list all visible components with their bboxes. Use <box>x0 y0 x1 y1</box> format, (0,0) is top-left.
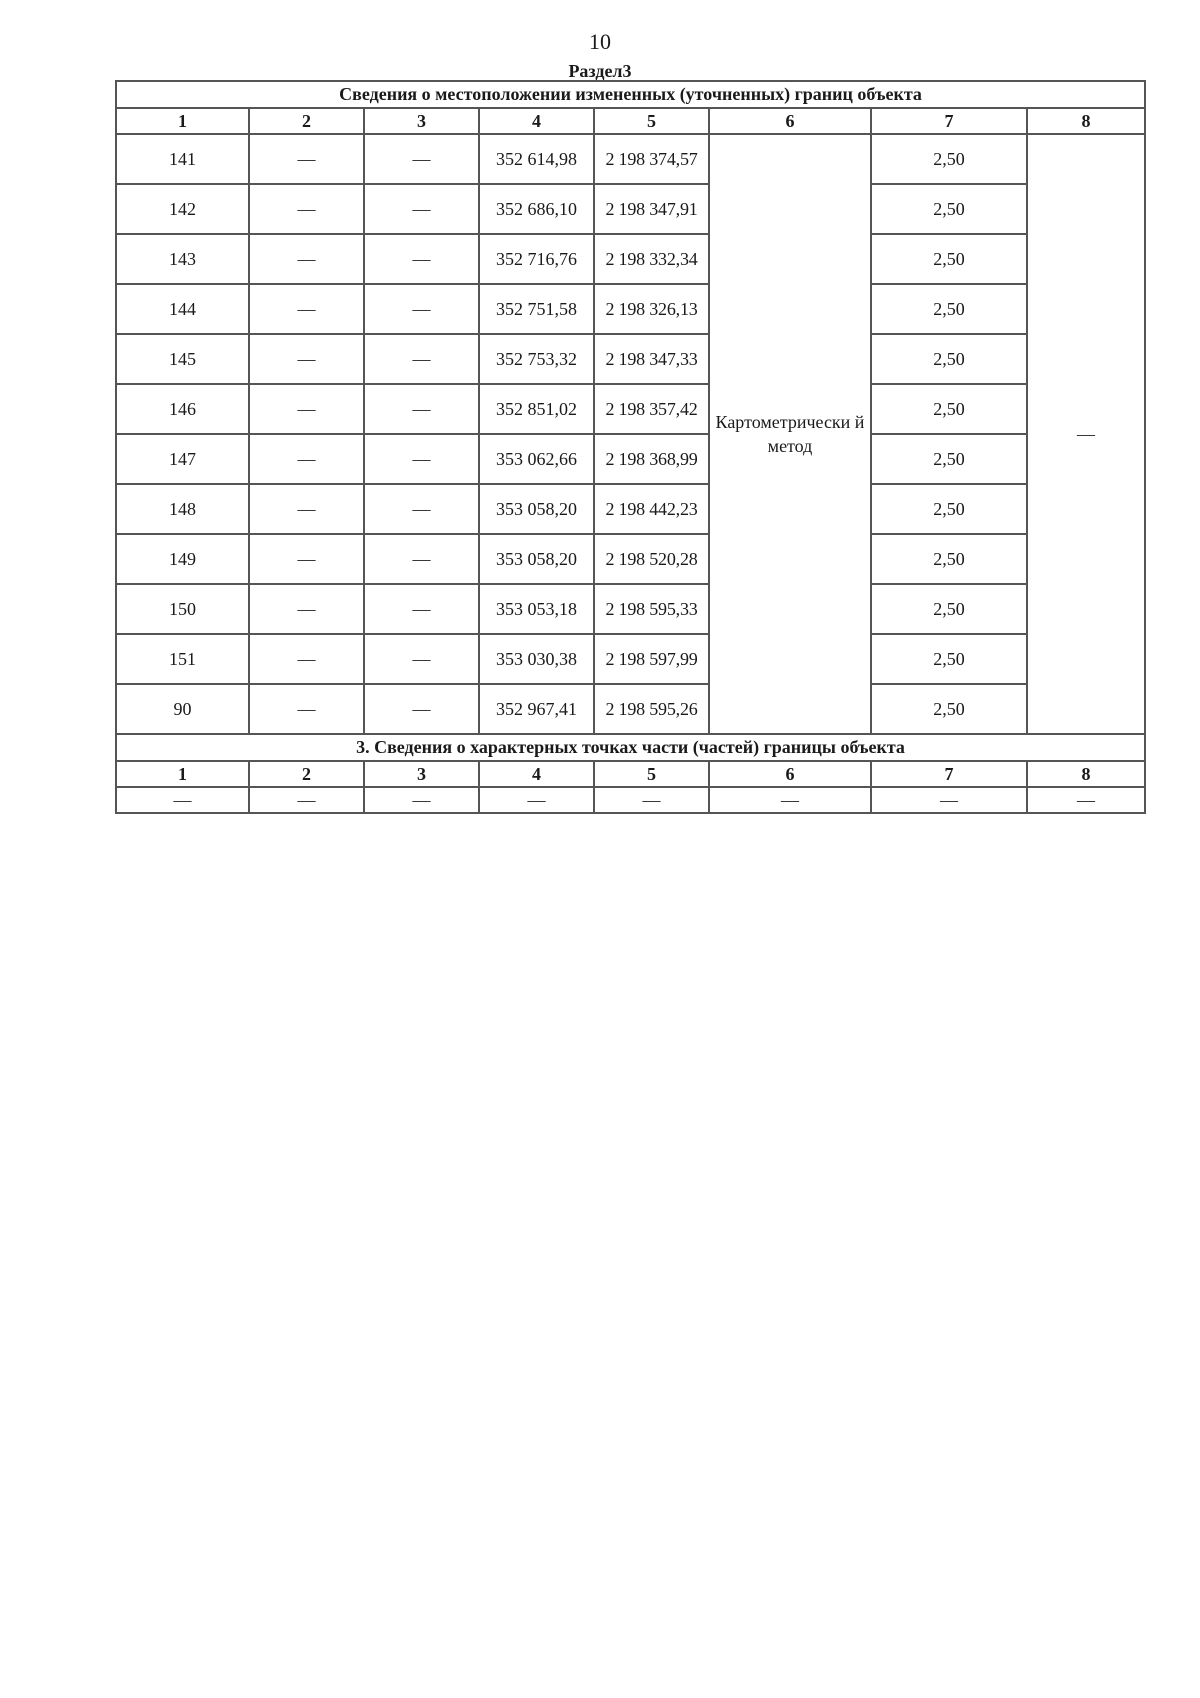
y-coordinate-cell: 2 198 520,28 <box>594 534 709 584</box>
column-number-cell: 7 <box>871 761 1027 787</box>
dash-cell: — <box>364 484 479 534</box>
column-number-cell: 3 <box>364 108 479 134</box>
accuracy-cell: 2,50 <box>871 134 1027 184</box>
dash-cell: — <box>364 534 479 584</box>
dash-cell: — <box>249 234 364 284</box>
table-row <box>116 384 1145 434</box>
dash-cell: — <box>364 134 479 184</box>
x-coordinate-cell: 352 851,02 <box>479 384 594 434</box>
table-caption-row <box>116 81 1145 108</box>
accuracy-cell: 2,50 <box>871 584 1027 634</box>
x-coordinate-cell: 352 614,98 <box>479 134 594 184</box>
dash-cell: — <box>364 584 479 634</box>
dash-cell: — <box>249 134 364 184</box>
dash-cell: — <box>249 787 364 813</box>
column-number-cell: 1 <box>116 761 249 787</box>
x-coordinate-cell: 352 753,32 <box>479 334 594 384</box>
column-number-cell: 8 <box>1027 761 1145 787</box>
y-coordinate-cell: 2 198 374,57 <box>594 134 709 184</box>
column-number-cell: 5 <box>594 761 709 787</box>
dash-cell: — <box>594 787 709 813</box>
dash-cell: — <box>249 184 364 234</box>
accuracy-cell: 2,50 <box>871 384 1027 434</box>
column-number-cell: 3 <box>364 761 479 787</box>
dash-cell: — <box>479 787 594 813</box>
dash-cell: — <box>364 787 479 813</box>
y-coordinate-cell: 2 198 442,23 <box>594 484 709 534</box>
column-number-cell: 7 <box>871 108 1027 134</box>
column-number-cell: 5 <box>594 108 709 134</box>
point-cell: 145 <box>116 334 249 384</box>
dash-cell: — <box>364 384 479 434</box>
accuracy-cell: 2,50 <box>871 284 1027 334</box>
table-caption-row <box>116 734 1145 761</box>
point-cell: 142 <box>116 184 249 234</box>
column-number-cell: 4 <box>479 108 594 134</box>
column-number-cell: 8 <box>1027 108 1145 134</box>
method-cell: Картометрически й метод <box>709 134 871 734</box>
dash-cell: — <box>249 584 364 634</box>
dash-cell: — <box>249 284 364 334</box>
x-coordinate-cell: 353 030,38 <box>479 634 594 684</box>
y-coordinate-cell: 2 198 326,13 <box>594 284 709 334</box>
dash-cell: — <box>116 787 249 813</box>
x-coordinate-cell: 353 058,20 <box>479 484 594 534</box>
accuracy-cell: 2,50 <box>871 634 1027 684</box>
dash-cell: — <box>249 634 364 684</box>
x-coordinate-cell: 353 062,66 <box>479 434 594 484</box>
x-coordinate-cell: 352 716,76 <box>479 234 594 284</box>
column-number-cell: 2 <box>249 108 364 134</box>
dash-cell: — <box>249 334 364 384</box>
y-coordinate-cell: 2 198 595,26 <box>594 684 709 734</box>
dash-cell: — <box>364 334 479 384</box>
point-cell: 90 <box>116 684 249 734</box>
dash-cell: — <box>249 384 364 434</box>
point-cell: 146 <box>116 384 249 434</box>
dash-cell: — <box>364 434 479 484</box>
table-row <box>116 234 1145 284</box>
accuracy-cell: 2,50 <box>871 434 1027 484</box>
table-caption: Сведения о местоположении измененных (уточненных) границ объекта <box>116 81 1145 108</box>
accuracy-cell: 2,50 <box>871 534 1027 584</box>
column-number-cell: 4 <box>479 761 594 787</box>
column-8-cell: — <box>1027 134 1145 734</box>
x-coordinate-cell: 353 058,20 <box>479 534 594 584</box>
y-coordinate-cell: 2 198 597,99 <box>594 634 709 684</box>
table-row <box>116 184 1145 234</box>
column-numbers-row <box>116 761 1145 787</box>
column-number-cell: 6 <box>709 108 871 134</box>
dash-cell: — <box>364 234 479 284</box>
boundary-points-table <box>115 80 1146 814</box>
dash-cell: — <box>249 684 364 734</box>
point-cell: 148 <box>116 484 249 534</box>
table-row <box>116 134 1145 184</box>
page-number: 10 <box>589 29 611 54</box>
table-row <box>116 434 1145 484</box>
dash-cell: — <box>364 184 479 234</box>
accuracy-cell: 2,50 <box>871 684 1027 734</box>
y-coordinate-cell: 2 198 357,42 <box>594 384 709 434</box>
point-cell: 141 <box>116 134 249 184</box>
point-cell: 151 <box>116 634 249 684</box>
table-row <box>116 284 1145 334</box>
point-cell: 144 <box>116 284 249 334</box>
accuracy-cell: 2,50 <box>871 184 1027 234</box>
table-row <box>116 684 1145 734</box>
y-coordinate-cell: 2 198 347,33 <box>594 334 709 384</box>
y-coordinate-cell: 2 198 332,34 <box>594 234 709 284</box>
table-row <box>116 787 1145 813</box>
x-coordinate-cell: 352 967,41 <box>479 684 594 734</box>
dash-cell: — <box>249 534 364 584</box>
table-row <box>116 534 1145 584</box>
column-number-cell: 1 <box>116 108 249 134</box>
y-coordinate-cell: 2 198 595,33 <box>594 584 709 634</box>
table-row <box>116 634 1145 684</box>
column-number-cell: 2 <box>249 761 364 787</box>
dash-cell: — <box>1027 787 1145 813</box>
accuracy-cell: 2,50 <box>871 334 1027 384</box>
point-cell: 150 <box>116 584 249 634</box>
y-coordinate-cell: 2 198 347,91 <box>594 184 709 234</box>
dash-cell: — <box>249 434 364 484</box>
column-numbers-row <box>116 108 1145 134</box>
section-title: Раздел3 <box>568 61 632 81</box>
point-cell: 147 <box>116 434 249 484</box>
dash-cell: — <box>364 684 479 734</box>
accuracy-cell: 2,50 <box>871 234 1027 284</box>
y-coordinate-cell: 2 198 368,99 <box>594 434 709 484</box>
dash-cell: — <box>871 787 1027 813</box>
point-cell: 143 <box>116 234 249 284</box>
x-coordinate-cell: 352 686,10 <box>479 184 594 234</box>
x-coordinate-cell: 353 053,18 <box>479 584 594 634</box>
point-cell: 149 <box>116 534 249 584</box>
table-row <box>116 334 1145 384</box>
table-row <box>116 584 1145 634</box>
x-coordinate-cell: 352 751,58 <box>479 284 594 334</box>
column-number-cell: 6 <box>709 761 871 787</box>
table-row <box>116 484 1145 534</box>
table-caption: 3. Сведения о характерных точках части (частей) границы объекта <box>116 734 1145 761</box>
accuracy-cell: 2,50 <box>871 484 1027 534</box>
dash-cell: — <box>709 787 871 813</box>
dash-cell: — <box>249 484 364 534</box>
dash-cell: — <box>364 284 479 334</box>
dash-cell: — <box>364 634 479 684</box>
